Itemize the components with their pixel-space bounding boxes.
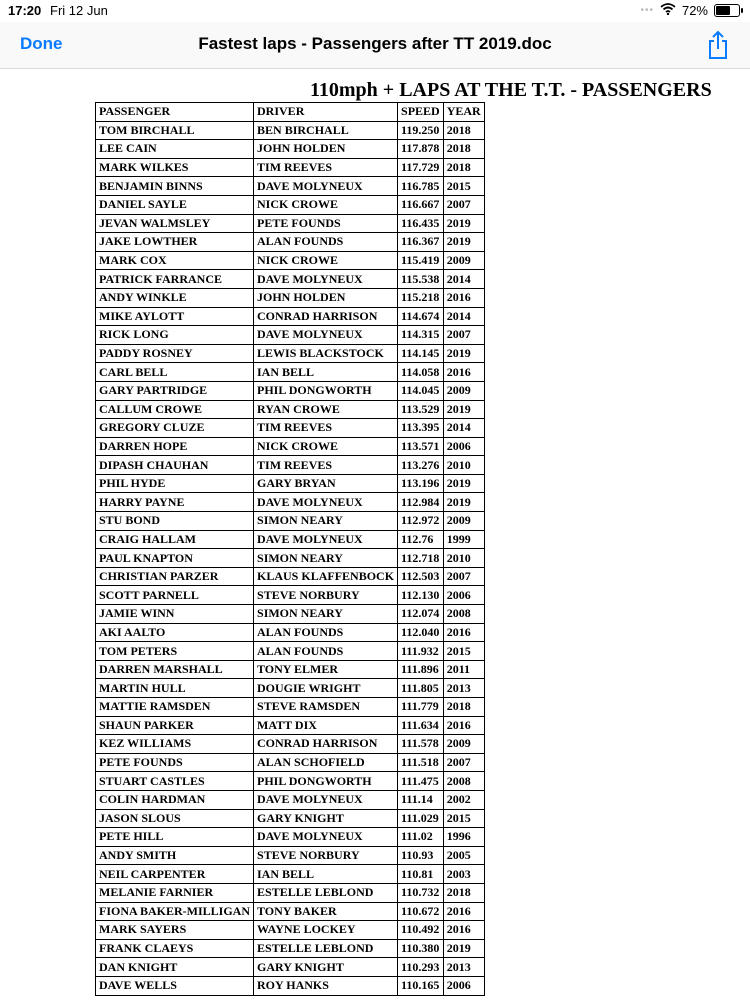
table-header [96, 103, 485, 122]
speed-cell: 111.475 [398, 772, 444, 791]
passenger-cell: JAMIE WINN [96, 605, 254, 624]
driver-cell: STEVE NORBURY [254, 586, 398, 605]
passenger-cell: DIPASH CHAUHAN [96, 456, 254, 475]
driver-cell: SIMON NEARY [254, 512, 398, 531]
year-cell: 2014 [443, 307, 484, 326]
year-cell: 2009 [443, 381, 484, 400]
status-date: Fri 12 Jun [50, 3, 108, 18]
speed-cell: 113.395 [398, 419, 444, 438]
table-row [96, 846, 485, 865]
passenger-cell: PADDY ROSNEY [96, 344, 254, 363]
driver-cell: SIMON NEARY [254, 605, 398, 624]
table-row [96, 121, 485, 140]
speed-cell: 110.293 [398, 958, 444, 977]
passenger-cell: PATRICK FARRANCE [96, 270, 254, 289]
header-year: YEAR [443, 103, 484, 122]
table-row [96, 512, 485, 531]
year-cell: 2010 [443, 549, 484, 568]
table-row [96, 456, 485, 475]
year-cell: 2019 [443, 214, 484, 233]
year-cell: 2008 [443, 772, 484, 791]
table-row [96, 195, 485, 214]
year-cell: 2009 [443, 251, 484, 270]
year-cell: 1999 [443, 530, 484, 549]
battery-percent: 72% [681, 3, 708, 18]
driver-cell: SIMON NEARY [254, 549, 398, 568]
speed-cell: 114.145 [398, 344, 444, 363]
speed-cell: 113.196 [398, 474, 444, 493]
passenger-cell: JEVAN WALMSLEY [96, 214, 254, 233]
speed-cell: 117.878 [398, 140, 444, 159]
header-passenger: PASSENGER [96, 103, 254, 122]
speed-cell: 110.93 [398, 846, 444, 865]
passenger-cell: MIKE AYLOTT [96, 307, 254, 326]
passenger-cell: PETE HILL [96, 828, 254, 847]
speed-cell: 115.419 [398, 251, 444, 270]
driver-cell: ESTELLE LEBLOND [254, 883, 398, 902]
driver-cell: IAN BELL [254, 363, 398, 382]
driver-cell: STEVE NORBURY [254, 846, 398, 865]
passenger-cell: DANIEL SAYLE [96, 195, 254, 214]
driver-cell: KLAUS KLAFFENBOCK [254, 567, 398, 586]
passenger-cell: COLIN HARDMAN [96, 790, 254, 809]
speed-cell: 111.578 [398, 735, 444, 754]
table-row [96, 883, 485, 902]
table-row [96, 381, 485, 400]
passenger-cell: PHIL HYDE [96, 474, 254, 493]
laps-table [95, 102, 485, 996]
year-cell: 2009 [443, 512, 484, 531]
passenger-cell: STUART CASTLES [96, 772, 254, 791]
year-cell: 2015 [443, 177, 484, 196]
driver-cell: ALAN FOUNDS [254, 623, 398, 642]
battery-level [716, 6, 730, 15]
speed-cell: 111.02 [398, 828, 444, 847]
speed-cell: 116.667 [398, 195, 444, 214]
passenger-cell: NEIL CARPENTER [96, 865, 254, 884]
speed-cell: 112.76 [398, 530, 444, 549]
table-row [96, 679, 485, 698]
document-heading: 110mph + LAPS AT THE T.T. - PASSENGERS [310, 79, 712, 101]
speed-cell: 114.058 [398, 363, 444, 382]
speed-cell: 114.674 [398, 307, 444, 326]
speed-cell: 117.729 [398, 158, 444, 177]
table-row [96, 976, 485, 995]
passenger-cell: MELANIE FARNIER [96, 883, 254, 902]
speed-cell: 111.14 [398, 790, 444, 809]
driver-cell: DAVE MOLYNEUX [254, 326, 398, 345]
document-title: Fastest laps - Passengers after TT 2019.doc [198, 34, 552, 53]
passenger-cell: DAN KNIGHT [96, 958, 254, 977]
year-cell: 2003 [443, 865, 484, 884]
year-cell: 2018 [443, 140, 484, 159]
passenger-cell: MARTIN HULL [96, 679, 254, 698]
table-row [96, 939, 485, 958]
year-cell: 2006 [443, 976, 484, 995]
done-button[interactable]: Done [20, 34, 63, 53]
driver-cell: DAVE MOLYNEUX [254, 530, 398, 549]
table-row [96, 902, 485, 921]
driver-cell: PETE FOUNDS [254, 214, 398, 233]
passenger-cell: AKI AALTO [96, 623, 254, 642]
passenger-cell: CARL BELL [96, 363, 254, 382]
table-row [96, 400, 485, 419]
passenger-cell: DAVE WELLS [96, 976, 254, 995]
year-cell: 2016 [443, 921, 484, 940]
table-row [96, 753, 485, 772]
year-cell: 2008 [443, 605, 484, 624]
speed-cell: 110.380 [398, 939, 444, 958]
navigation-bar [0, 22, 750, 69]
passenger-cell: MARK WILKES [96, 158, 254, 177]
speed-cell: 116.435 [398, 214, 444, 233]
driver-cell: JOHN HOLDEN [254, 288, 398, 307]
speed-cell: 112.984 [398, 493, 444, 512]
speed-cell: 115.218 [398, 288, 444, 307]
year-cell: 2007 [443, 326, 484, 345]
passenger-cell: SHAUN PARKER [96, 716, 254, 735]
table-row [96, 921, 485, 940]
passenger-cell: SCOTT PARNELL [96, 586, 254, 605]
passenger-cell: RICK LONG [96, 326, 254, 345]
table-row [96, 716, 485, 735]
table-row [96, 790, 485, 809]
speed-cell: 111.634 [398, 716, 444, 735]
driver-cell: ALAN FOUNDS [254, 642, 398, 661]
speed-cell: 110.672 [398, 902, 444, 921]
year-cell: 2015 [443, 809, 484, 828]
table-row [96, 233, 485, 252]
driver-cell: ALAN SCHOFIELD [254, 753, 398, 772]
passenger-cell: MATTIE RAMSDEN [96, 698, 254, 717]
table-row [96, 865, 485, 884]
driver-cell: IAN BELL [254, 865, 398, 884]
driver-cell: BEN BIRCHALL [254, 121, 398, 140]
table-row [96, 642, 485, 661]
passenger-cell: TOM BIRCHALL [96, 121, 254, 140]
table-row [96, 772, 485, 791]
year-cell: 2016 [443, 902, 484, 921]
year-cell: 2016 [443, 716, 484, 735]
driver-cell: TONY ELMER [254, 660, 398, 679]
speed-cell: 112.040 [398, 623, 444, 642]
speed-cell: 116.367 [398, 233, 444, 252]
year-cell: 2005 [443, 846, 484, 865]
driver-cell: LEWIS BLACKSTOCK [254, 344, 398, 363]
speed-cell: 110.81 [398, 865, 444, 884]
driver-cell: TIM REEVES [254, 158, 398, 177]
year-cell: 2013 [443, 958, 484, 977]
table-row [96, 549, 485, 568]
year-cell: 2011 [443, 660, 484, 679]
status-indicators [640, 3, 740, 18]
speed-cell: 114.045 [398, 381, 444, 400]
passenger-cell: LEE CAIN [96, 140, 254, 159]
table-row [96, 828, 485, 847]
year-cell: 2009 [443, 735, 484, 754]
speed-cell: 113.571 [398, 437, 444, 456]
driver-cell: DOUGIE WRIGHT [254, 679, 398, 698]
table-row [96, 809, 485, 828]
table-row [96, 140, 485, 159]
driver-cell: TONY BAKER [254, 902, 398, 921]
speed-cell: 113.529 [398, 400, 444, 419]
table-row [96, 363, 485, 382]
year-cell: 2007 [443, 753, 484, 772]
driver-cell: WAYNE LOCKEY [254, 921, 398, 940]
battery-icon [714, 4, 740, 17]
year-cell: 2016 [443, 363, 484, 382]
table-row [96, 586, 485, 605]
speed-cell: 111.029 [398, 809, 444, 828]
passenger-cell: ANDY SMITH [96, 846, 254, 865]
driver-cell: CONRAD HARRISON [254, 307, 398, 326]
driver-cell: DAVE MOLYNEUX [254, 270, 398, 289]
driver-cell: DAVE MOLYNEUX [254, 828, 398, 847]
speed-cell: 110.165 [398, 976, 444, 995]
speed-cell: 110.492 [398, 921, 444, 940]
year-cell: 2018 [443, 883, 484, 902]
table-row [96, 437, 485, 456]
speed-cell: 112.074 [398, 605, 444, 624]
driver-cell: TIM REEVES [254, 419, 398, 438]
year-cell: 2016 [443, 623, 484, 642]
driver-cell: DAVE MOLYNEUX [254, 790, 398, 809]
year-cell: 2019 [443, 493, 484, 512]
year-cell: 2019 [443, 474, 484, 493]
driver-cell: GARY KNIGHT [254, 958, 398, 977]
driver-cell: GARY KNIGHT [254, 809, 398, 828]
driver-cell: ESTELLE LEBLOND [254, 939, 398, 958]
speed-cell: 116.785 [398, 177, 444, 196]
table-row [96, 344, 485, 363]
table-row [96, 270, 485, 289]
table-row [96, 288, 485, 307]
wifi-icon [660, 3, 676, 18]
share-icon[interactable] [706, 30, 730, 60]
table-row [96, 177, 485, 196]
year-cell: 2018 [443, 121, 484, 140]
year-cell: 2010 [443, 456, 484, 475]
passenger-cell: DARREN HOPE [96, 437, 254, 456]
table-row [96, 698, 485, 717]
passenger-cell: KEZ WILLIAMS [96, 735, 254, 754]
year-cell: 2018 [443, 698, 484, 717]
passenger-cell: STU BOND [96, 512, 254, 531]
passenger-cell: FRANK CLAEYS [96, 939, 254, 958]
document-view[interactable] [0, 69, 750, 1000]
driver-cell: RYAN CROWE [254, 400, 398, 419]
passenger-cell: CHRISTIAN PARZER [96, 567, 254, 586]
table-row [96, 419, 485, 438]
table-header-row [96, 103, 485, 122]
table-row [96, 660, 485, 679]
year-cell: 2007 [443, 195, 484, 214]
year-cell: 2015 [443, 642, 484, 661]
table-row [96, 158, 485, 177]
table-row [96, 474, 485, 493]
table-row [96, 530, 485, 549]
passenger-cell: JASON SLOUS [96, 809, 254, 828]
table-row [96, 326, 485, 345]
passenger-cell: MARK COX [96, 251, 254, 270]
year-cell: 2014 [443, 419, 484, 438]
year-cell: 2006 [443, 586, 484, 605]
speed-cell: 112.503 [398, 567, 444, 586]
year-cell: 2002 [443, 790, 484, 809]
passenger-cell: FIONA BAKER-MILLIGAN [96, 902, 254, 921]
driver-cell: ROY HANKS [254, 976, 398, 995]
speed-cell: 111.805 [398, 679, 444, 698]
year-cell: 2019 [443, 233, 484, 252]
passenger-cell: DARREN MARSHALL [96, 660, 254, 679]
speed-cell: 114.315 [398, 326, 444, 345]
passenger-cell: HARRY PAYNE [96, 493, 254, 512]
driver-cell: TIM REEVES [254, 456, 398, 475]
year-cell: 1996 [443, 828, 484, 847]
passenger-cell: GREGORY CLUZE [96, 419, 254, 438]
driver-cell: NICK CROWE [254, 195, 398, 214]
speed-cell: 112.972 [398, 512, 444, 531]
passenger-cell: JAKE LOWTHER [96, 233, 254, 252]
passenger-cell: CALLUM CROWE [96, 400, 254, 419]
driver-cell: CONRAD HARRISON [254, 735, 398, 754]
year-cell: 2019 [443, 400, 484, 419]
speed-cell: 111.518 [398, 753, 444, 772]
year-cell: 2019 [443, 939, 484, 958]
year-cell: 2006 [443, 437, 484, 456]
driver-cell: NICK CROWE [254, 437, 398, 456]
header-speed: SPEED [398, 103, 444, 122]
passenger-cell: MARK SAYERS [96, 921, 254, 940]
driver-cell: GARY BRYAN [254, 474, 398, 493]
table-row [96, 214, 485, 233]
header-driver: DRIVER [254, 103, 398, 122]
table-body [96, 121, 485, 995]
speed-cell: 111.932 [398, 642, 444, 661]
speed-cell: 112.130 [398, 586, 444, 605]
speed-cell: 113.276 [398, 456, 444, 475]
year-cell: 2007 [443, 567, 484, 586]
speed-cell: 112.718 [398, 549, 444, 568]
table-row [96, 251, 485, 270]
driver-cell: ALAN FOUNDS [254, 233, 398, 252]
table-row [96, 307, 485, 326]
status-bar [0, 0, 750, 22]
battery-tip [741, 8, 743, 13]
speed-cell: 110.732 [398, 883, 444, 902]
passenger-cell: ANDY WINKLE [96, 288, 254, 307]
passenger-cell: GARY PARTRIDGE [96, 381, 254, 400]
driver-cell: NICK CROWE [254, 251, 398, 270]
driver-cell: STEVE RAMSDEN [254, 698, 398, 717]
speed-cell: 119.250 [398, 121, 444, 140]
passenger-cell: BENJAMIN BINNS [96, 177, 254, 196]
multitasking-dots-icon: ••• [640, 5, 654, 16]
passenger-cell: TOM PETERS [96, 642, 254, 661]
table-row [96, 958, 485, 977]
passenger-cell: PAUL KNAPTON [96, 549, 254, 568]
year-cell: 2019 [443, 344, 484, 363]
passenger-cell: PETE FOUNDS [96, 753, 254, 772]
speed-cell: 111.896 [398, 660, 444, 679]
status-time: 17:20 [8, 3, 42, 18]
table-row [96, 493, 485, 512]
speed-cell: 115.538 [398, 270, 444, 289]
table-row [96, 735, 485, 754]
table-row [96, 623, 485, 642]
passenger-cell: CRAIG HALLAM [96, 530, 254, 549]
year-cell: 2016 [443, 288, 484, 307]
table-row [96, 605, 485, 624]
table-row [96, 567, 485, 586]
driver-cell: MATT DIX [254, 716, 398, 735]
driver-cell: PHIL DONGWORTH [254, 381, 398, 400]
driver-cell: JOHN HOLDEN [254, 140, 398, 159]
driver-cell: DAVE MOLYNEUX [254, 177, 398, 196]
driver-cell: DAVE MOLYNEUX [254, 493, 398, 512]
year-cell: 2018 [443, 158, 484, 177]
year-cell: 2013 [443, 679, 484, 698]
year-cell: 2014 [443, 270, 484, 289]
speed-cell: 111.779 [398, 698, 444, 717]
driver-cell: PHIL DONGWORTH [254, 772, 398, 791]
